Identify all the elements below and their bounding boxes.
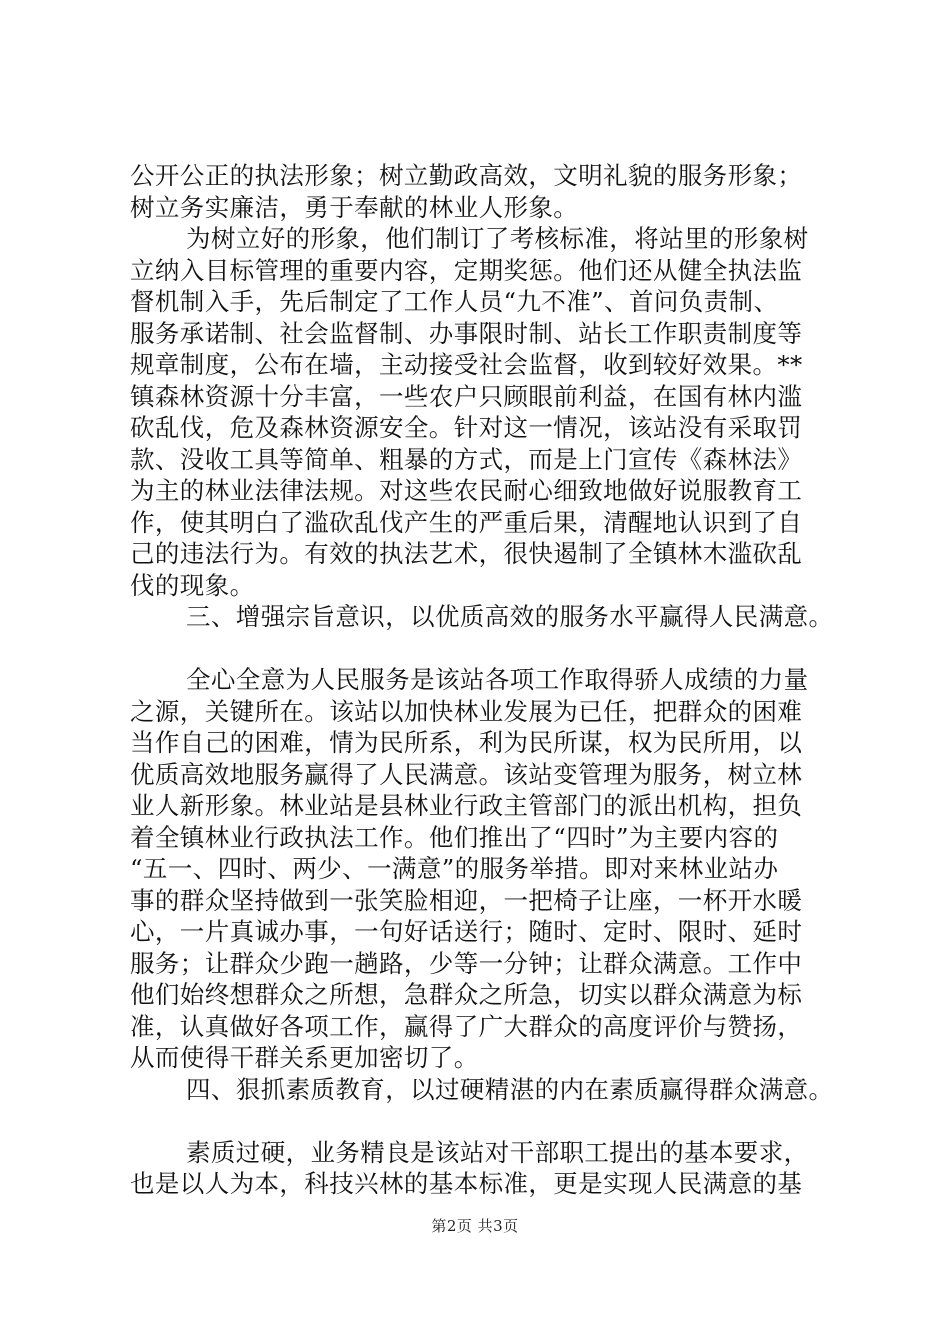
text-line: 伐的现象。: [130, 570, 255, 600]
text-line: 从而使得干群关系更加密切了。: [130, 1043, 479, 1072]
text-line: “五一、四时、两少、一满意”的服务举措。即对来林业站办: [130, 854, 779, 883]
paragraph-gap: [130, 633, 830, 665]
text-line: 督机制入手，先后制定了工作人员“九不准”、首问负责制、: [130, 287, 779, 316]
text-line: 心，一片真诚办事，一句好话送行；随时、定时、限时、延时: [130, 917, 803, 946]
text-line: 优质高效地服务赢得了人民满意。该站变管理为服务，树立林: [130, 759, 803, 789]
text-line: 也是以人为本，科技兴林的基本标准，更是实现人民满意的基: [130, 1169, 803, 1198]
text-line: 服务承诺制、社会监督制、办事限时制、站长工作职责制度等: [130, 318, 803, 348]
text-line: 镇森林资源十分丰富，一些农户只顾眼前利益，在国有林内滥: [130, 381, 803, 411]
text-line: 作，使其明白了滥砍乱伐产生的严重后果，清醒地认识到了自: [130, 507, 803, 537]
document-body: [130, 160, 834, 1200]
text-line: 为树立好的形象，他们制订了考核标准，将站里的形象树: [186, 224, 809, 253]
text-line: 素质过硬，业务精良是该站对干部职工提出的基本要求，: [186, 1137, 809, 1167]
text-line: 款、没收工具等简单、粗暴的方式，而是上门宣传《森林法》: [130, 444, 803, 474]
text-line: 规章制度，公布在墙，主动接受社会监督，收到较好效果。**: [130, 350, 803, 379]
text-line: 为主的林业法律法规。对这些农民耐心细致地做好说服教育工: [130, 476, 803, 505]
text-line: 己的违法行为。有效的执法艺术，很快遏制了全镇林木滥砍乱: [130, 539, 803, 568]
text-line: 当作自己的困难，情为民所系，利为民所谋，权为民所用，以: [130, 728, 803, 757]
text-line: 着全镇林业行政执法工作。他们推出了“四时”为主要内容的: [130, 822, 779, 852]
paragraph-gap: [130, 1105, 830, 1137]
text-line: 业人新形象。林业站是县林业行政主管部门的派出机构，担负: [130, 791, 803, 820]
text-line: 树立务实廉洁，勇于奉献的林业人形象。: [130, 192, 579, 222]
text-line: 事的群众坚持做到一张笑脸相迎，一把椅子让座，一杯开水暖: [130, 885, 803, 915]
text-line: 全心全意为人民服务是该站各项工作取得骄人成绩的力量: [186, 665, 809, 694]
section-heading: 三、增强宗旨意识，以优质高效的服务水平赢得人民满意。: [186, 602, 834, 631]
text-line: 公开公正的执法形象；树立勤政高效，文明礼貌的服务形象；: [130, 161, 803, 190]
text-line: 服务；让群众少跑一趟路，少等一分钟；让群众满意。工作中: [130, 948, 803, 978]
page-footer: 第2页 共3页: [431, 1217, 519, 1235]
text-line: 他们始终想群众之所想，急群众之所急，切实以群众满意为标: [130, 980, 803, 1009]
text-line: 砍乱伐，危及森林资源安全。针对这一情况，该站没有采取罚: [130, 413, 803, 442]
text-line: 立纳入目标管理的重要内容，定期奖惩。他们还从健全执法监: [130, 255, 803, 285]
text-line: 之源，关键所在。该站以加快林业发展为已任，把群众的困难: [130, 696, 803, 726]
section-heading: 四、狠抓素质教育，以过硬精湛的内在素质赢得群众满意。: [186, 1074, 834, 1104]
text-line: 准，认真做好各项工作，赢得了广大群众的高度评价与赞扬，: [130, 1011, 803, 1041]
